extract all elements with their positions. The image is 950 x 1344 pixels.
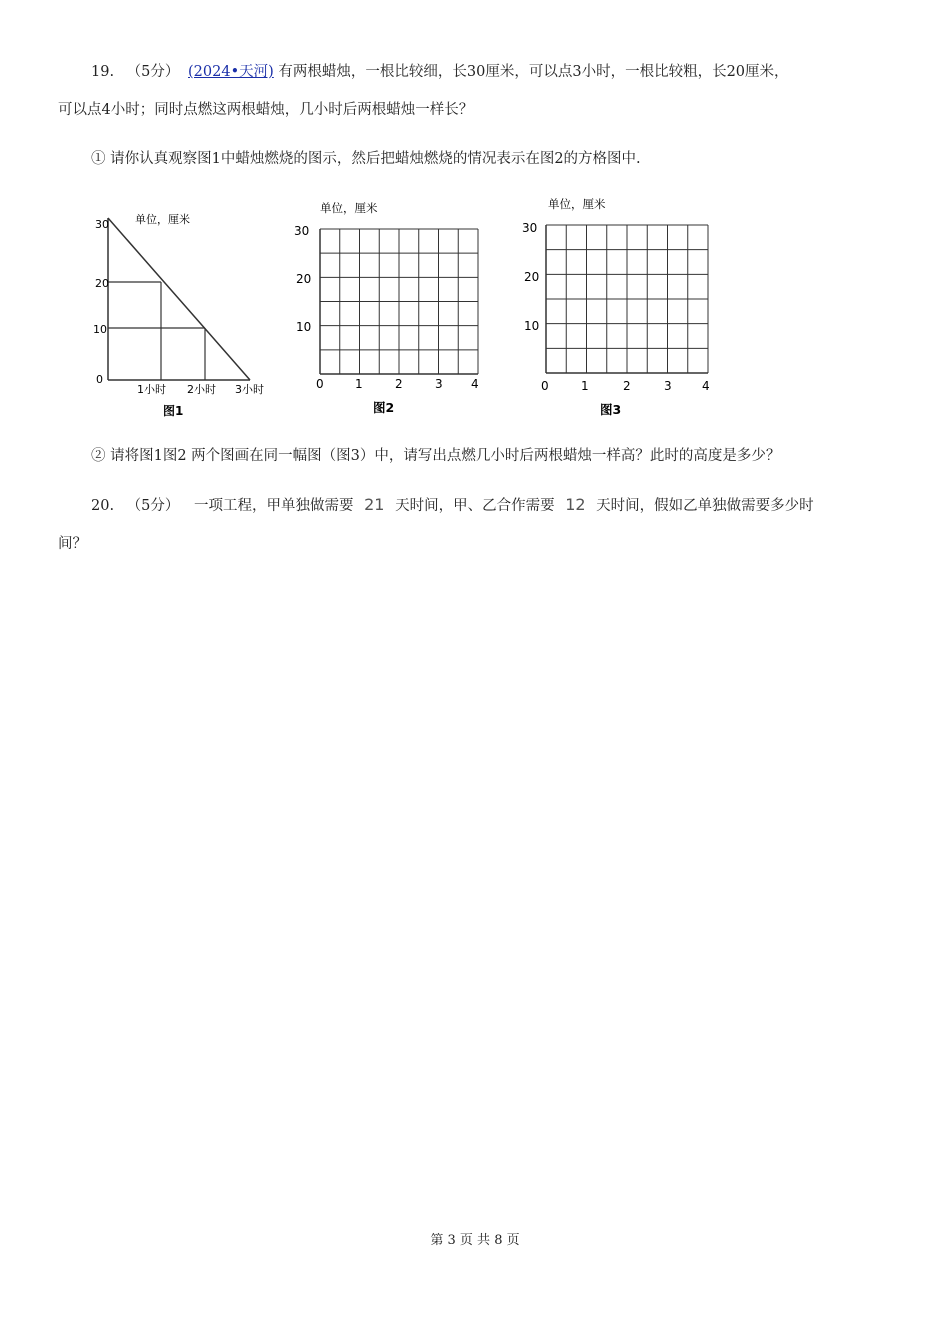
y-tick-20: 20 — [524, 270, 540, 284]
y-tick-30: 30 — [294, 224, 310, 238]
question-score: （5分） — [126, 498, 180, 514]
question-19-part-2: ② 请将图1图2 两个图画在同一幅图（图3）中，请写出点燃几小时后两根蜡烛一样高？此时的高度是多少？ — [91, 448, 781, 464]
x-tick-1h: 1小时 — [137, 383, 166, 396]
question-text-a: 一项工程，甲单独做需要 — [194, 498, 354, 514]
unit-label: 单位，厘米 — [548, 197, 606, 211]
figure-caption: 图2 — [373, 400, 395, 415]
question-number: 19. — [91, 64, 115, 80]
y-tick-20: 20 — [296, 272, 312, 286]
x-tick-2: 2 — [623, 379, 631, 393]
figure-caption: 图1 — [163, 404, 184, 418]
question-text: 有两根蜡烛，一根比较细，长30厘米，可以点3小时，一根比较粗，长20厘米， — [278, 64, 789, 80]
x-tick-4: 4 — [471, 377, 479, 391]
question-number: 20. — [91, 498, 115, 514]
y-tick-10: 10 — [93, 323, 107, 336]
page-footer: 第 3 页 共 8 页 — [430, 1233, 520, 1248]
x-tick-1: 1 — [355, 377, 363, 391]
question-19-line-1 — [91, 62, 789, 82]
question-19-line-2: 可以点4小时；同时点燃这两根蜡烛，几小时后两根蜡烛一样长？ — [58, 102, 474, 118]
question-score: （5分） — [126, 64, 180, 80]
question-19-part-1: ① 请你认真观察图1中蜡烛燃烧的图示，然后把蜡烛燃烧的情况表示在图2的方格图中. — [91, 151, 641, 167]
x-tick-2h: 2小时 — [187, 383, 216, 396]
question-text-b: 天时间，甲、乙合作需要 — [395, 498, 555, 514]
question-source-link[interactable]: (2024•天河) — [188, 64, 274, 80]
unit-label: 单位，厘米 — [320, 201, 378, 215]
grid — [546, 225, 708, 373]
y-tick-10: 10 — [296, 320, 312, 334]
x-tick-3: 3 — [435, 377, 443, 391]
figure-2-grid — [290, 195, 490, 423]
figure-3-grid — [516, 193, 716, 423]
grid — [320, 229, 478, 374]
y-tick-10: 10 — [524, 319, 540, 333]
x-tick-0: 0 — [316, 377, 324, 391]
x-tick-0: 0 — [541, 379, 549, 393]
x-tick-3h: 3小时 — [235, 383, 264, 396]
question-20-line-2: 间？ — [58, 536, 87, 552]
candle-burn-line — [108, 218, 250, 380]
days-b-value: 12 — [565, 495, 586, 514]
x-tick-1: 1 — [581, 379, 589, 393]
y-tick-20: 20 — [95, 277, 109, 290]
x-tick-4: 4 — [702, 379, 710, 393]
y-tick-30: 30 — [95, 218, 109, 231]
x-tick-2: 2 — [395, 377, 403, 391]
figure-1-chart — [85, 205, 285, 423]
unit-label: 单位，厘米 — [135, 213, 190, 226]
y-tick-0: 0 — [96, 373, 103, 386]
y-tick-30: 30 — [522, 221, 538, 235]
question-20-line-1 — [91, 495, 814, 516]
question-text-c: 天时间，假如乙单独做需要多少时 — [596, 498, 814, 514]
x-tick-3: 3 — [664, 379, 672, 393]
figure-caption: 图3 — [600, 402, 622, 417]
days-a-value: 21 — [364, 495, 385, 514]
